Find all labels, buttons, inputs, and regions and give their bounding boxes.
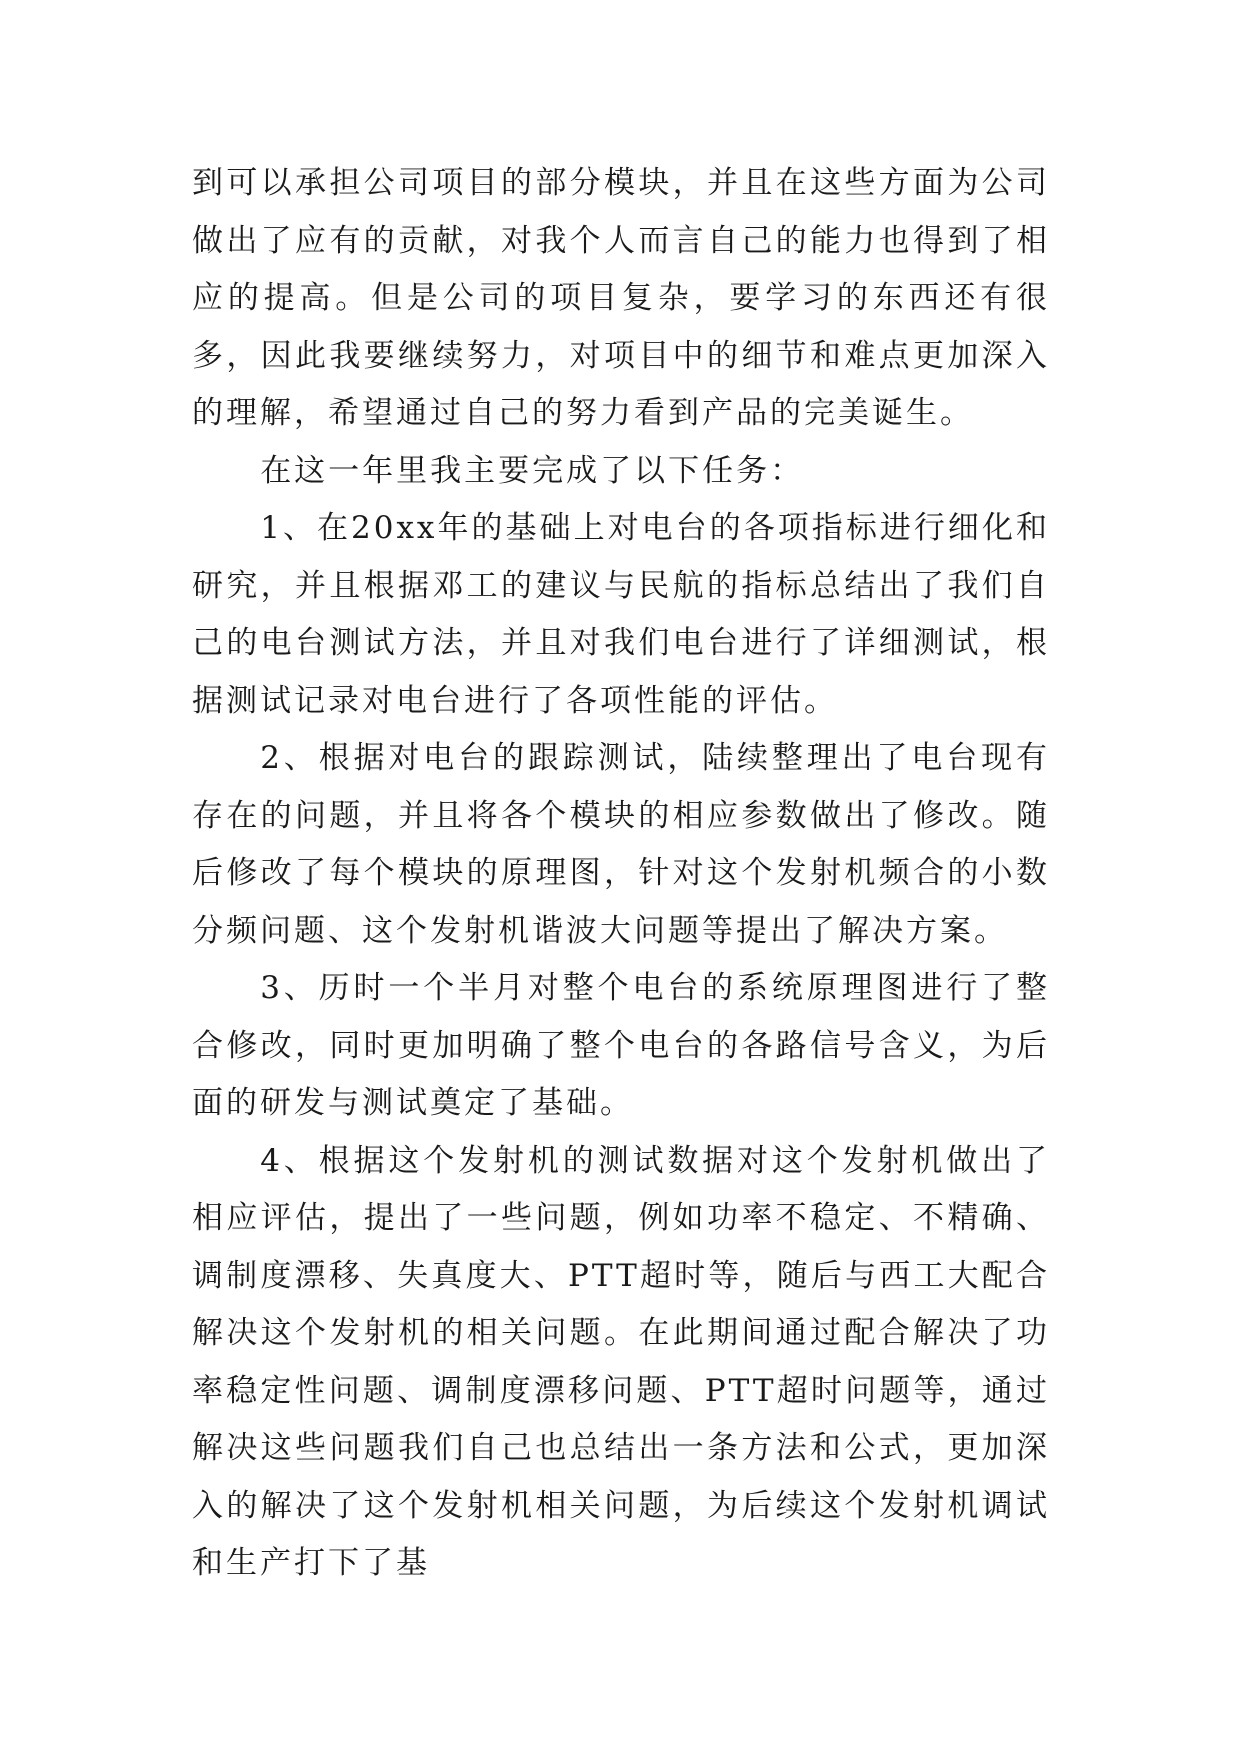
paragraph-task-3: 3、历时一个半月对整个电台的系统原理图进行了整合修改，同时更加明确了整个电台的各路信号含义，为后面的研发与测试奠定了基础。 [192,970,1050,1121]
paragraph-continuation: 到可以承担公司项目的部分模块，并且在这些方面为公司做出了应有的贡献，对我个人而言自己的能力也得到了相应的提高。但是公司的项目复杂，要学习的东西还有很多，因此我要继续努力，对项目中的细节和难点更加深入的理解，希望通过自己的努力看到产品的完美诞生。 [192,165,1050,431]
document-body [192,155,1050,1593]
paragraph-task-4: 4、根据这个发射机的测试数据对这个发射机做出了相应评估，提出了一些问题，例如功率不稳定、不精确、调制度漂移、失真度大、PTT超时等，随后与西工大配合解决这个发射机的相关问题。在此期间通过配合解决了功率稳定性问题、调制度漂移问题、PTT超时问题等，通过解决这些问题我们自己也总结出一条方法和公式，更加深入的解决了这个发射机相关问题，为后续这个发射机调试和生产打下了基 [192,1142,1050,1581]
paragraph-task-1: 1、在20xx年的基础上对电台的各项指标进行细化和研究，并且根据邓工的建议与民航的指标总结出了我们自己的电台测试方法，并且对我们电台进行了详细测试，根据测试记录对电台进行了各项性能的评估。 [192,510,1050,719]
paragraph-tasks-intro: 在这一年里我主要完成了以下任务： [260,452,805,489]
paragraph-task-2: 2、根据对电台的跟踪测试，陆续整理出了电台现有存在的问题，并且将各个模块的相应参数做出了修改。随后修改了每个模块的原理图，针对这个发射机频合的小数分频问题、这个发射机谐波大问题等提出了解决方案。 [192,740,1050,949]
